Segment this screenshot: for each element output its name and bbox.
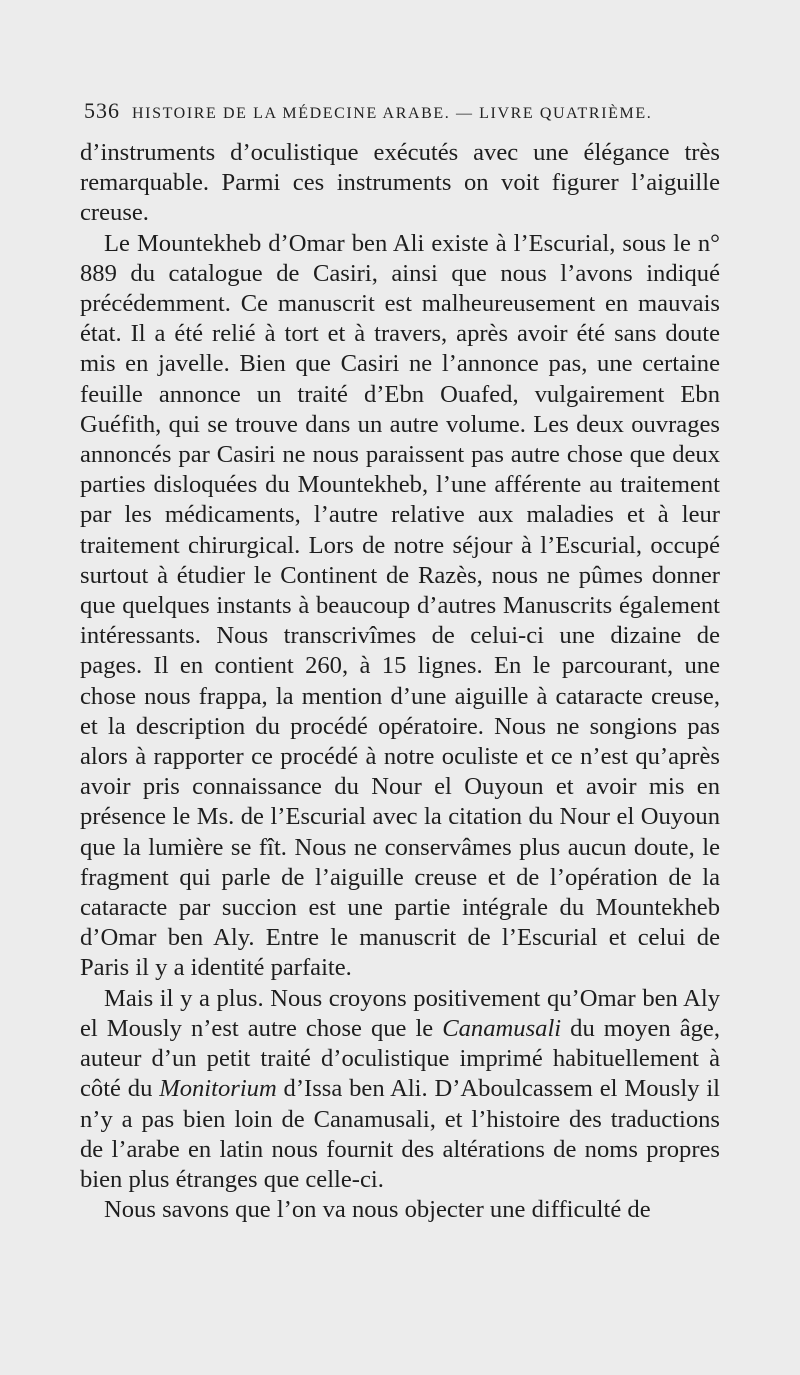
body-text (80, 138, 720, 1288)
page-number: 536 (84, 98, 120, 123)
paragraph-continuation: d’instruments d’oculistique exécutés avec une élégance très remarquable. Parmi ces instruments on voit figurer l’aiguille creuse. (80, 139, 720, 227)
running-head (84, 98, 714, 130)
paragraph-objection: Nous savons que l’on va nous objecter une difficulté de (104, 1196, 651, 1224)
italic-term-monitorium: Monitorium (159, 1075, 277, 1103)
paragraph-text-segment: d’Issa ben Ali. D’Aboulcassem el Mously il n’y a pas bien loin de Canamusali, et l’histoire des traductions de l’arabe en latin nous fournit des altérations de noms propres bien plus étranges que celle-ci. (80, 1075, 720, 1193)
paragraph-mountekheb: Le Mountekheb d’Omar ben Ali existe à l’Escurial, sous le n° 889 du catalogue de Casiri, ainsi que nous l’avons indiqué précédemment. Ce manuscrit est malheureusement en mauvais état. Il a été relié à tort et à travers, après avoir été sans doute mis en javelle. Bien que Casiri ne l’annonce pas, une certaine feuille annonce un traité d’Ebn Ouafed, vulgairement Ebn Guéfith, qui se trouve dans un autre volume. Les deux ouvrages annoncés par Casiri ne nous paraissent pas autre chose que deux parties disloquées du Mountekheb, l’une afférente au traitement par les médicaments, l’autre relative aux maladies et à leur traitement chirurgical. Lors de notre séjour à l’Escurial, occupé surtout à étudier le Continent de Razès, nous ne pûmes donner que quelques instants à beaucoup d’autres Manuscrits également intéressants. Nous transcrivîmes de celui-ci une dizaine de pages. Il en contient 260, à 15 lignes. En le parcourant, une chose nous frappa, la mention d’une aiguille à cataracte creuse, et la description du procédé opératoire. Nous ne songions pas alors à rapporter ce procédé à notre oculiste et ce n’est qu’après avoir pris connaissance du Nour el Ouyoun et avoir mis en présence le Ms. de l’Escurial avec la citation du Nour el Ouyoun que la lumière se fît. Nous ne conservâmes plus aucun doute, le fragment qui parle de l’aiguille creuse et de l’opération de la cataracte par succion est une partie intégrale du Mountekheb d’Omar ben Aly. Entre le manuscrit de l’Escurial et celui de Paris il y a identité parfaite. (80, 229, 720, 982)
running-title: HISTOIRE DE LA MÉDECINE ARABE. — LIVRE QUATRIÈME. (132, 105, 653, 122)
italic-term-canamusali: Canamusali (442, 1014, 562, 1042)
paragraph-text-segment: Mais il y a plus. Nous croyons positivement qu’Omar ben Aly el Mously n’est autre chose que le (80, 984, 720, 1042)
paragraph-text-segment: du moyen âge, auteur d’un petit traité d’oculistique imprimé habituellement à côté du (80, 1014, 720, 1103)
paragraph-canamusali (80, 984, 720, 1195)
